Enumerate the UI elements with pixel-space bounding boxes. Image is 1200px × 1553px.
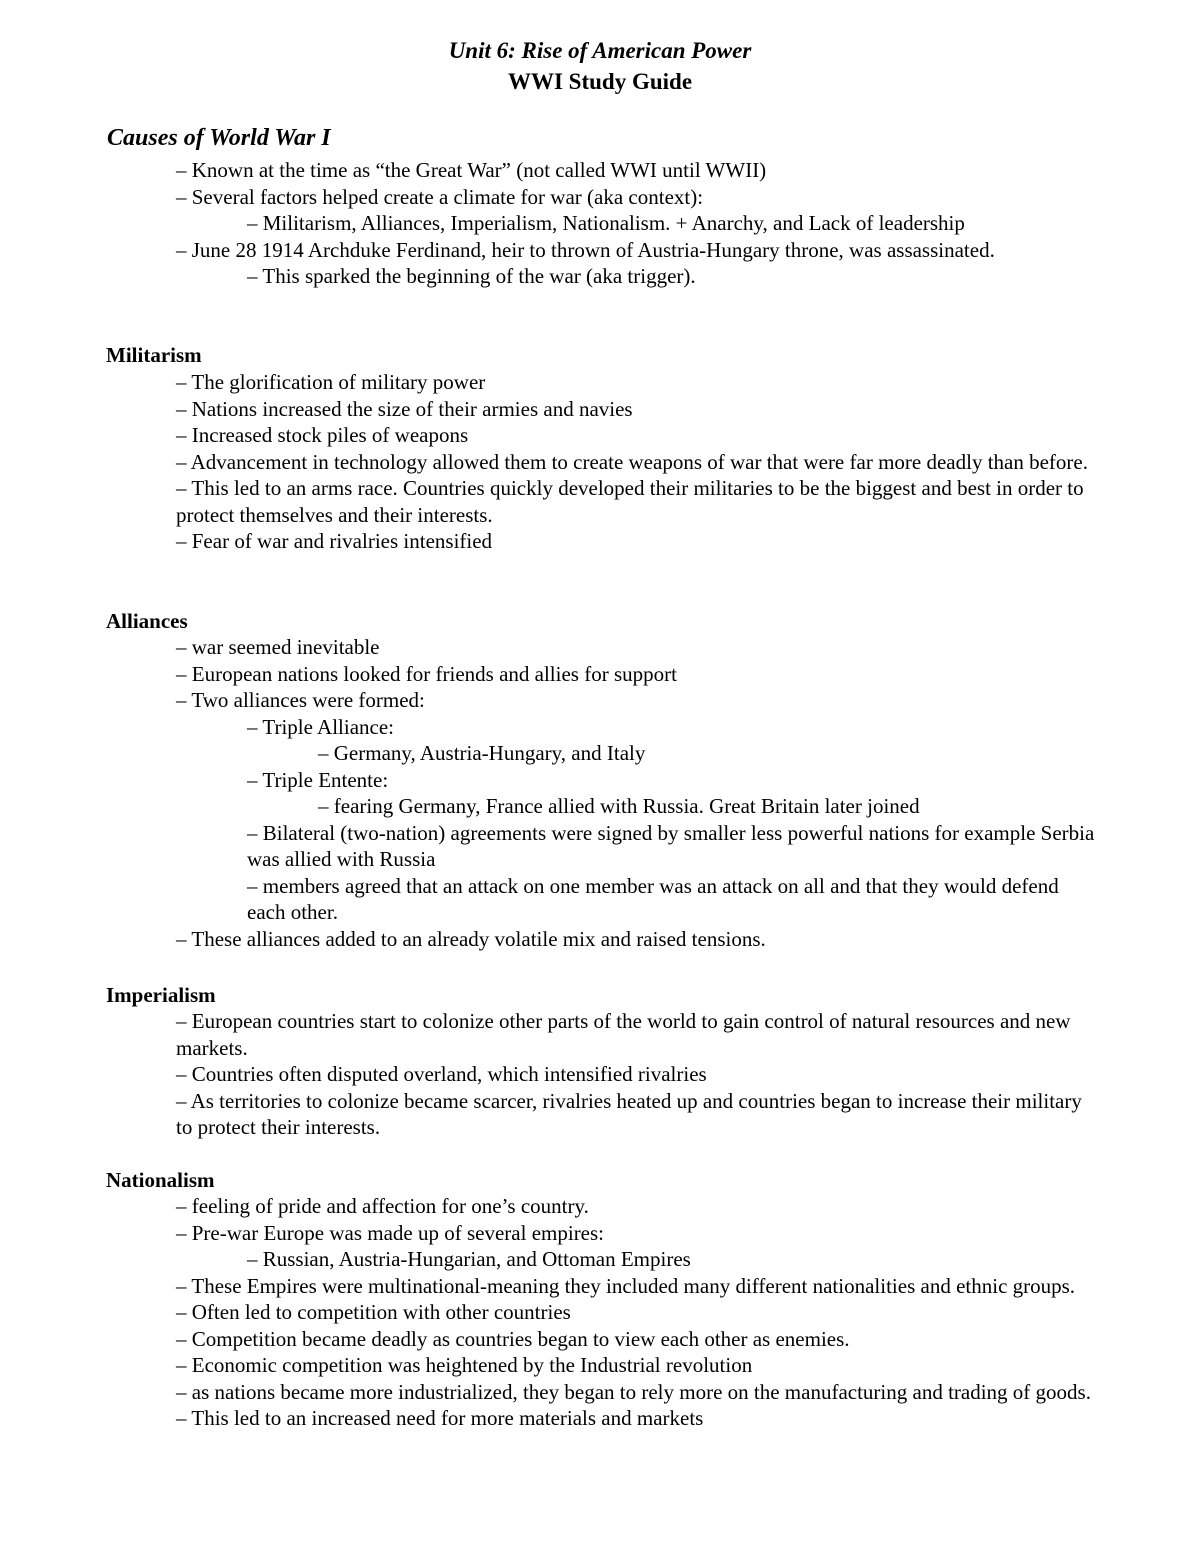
list-item: – As territories to colonize became scarcer, rivalries heated up and countries began to increase their military to protect their interests. bbox=[176, 1088, 1082, 1139]
list-item: – European nations looked for friends and allies for support bbox=[176, 661, 677, 686]
list-item: – Two alliances were formed: bbox=[176, 688, 425, 712]
section-heading-alliances: Alliances bbox=[106, 609, 188, 633]
list-item: – Bilateral (two-nation) agreements were signed by smaller less powerful nations for example Serbia was allied with Russia bbox=[247, 820, 1095, 871]
list-item: – Russian, Austria-Hungarian, and Ottoman Empires bbox=[247, 1247, 691, 1271]
list-item: – members agreed that an attack on one member was an attack on all and that they would defend each other. bbox=[247, 873, 1059, 924]
section-heading-imperialism: Imperialism bbox=[106, 983, 216, 1007]
section-militarism bbox=[0, 369, 1200, 555]
list-item: – This sparked the beginning of the war (aka trigger). bbox=[247, 264, 696, 288]
list-item: – Competition became deadly as countries began to view each other as enemies. bbox=[176, 1326, 850, 1351]
list-item: – Militarism, Alliances, Imperialism, Nationalism. + Anarchy, and Lack of leadership bbox=[247, 211, 965, 235]
list-item: – Economic competition was heightened by the Industrial revolution bbox=[176, 1353, 753, 1377]
section-alliances bbox=[0, 634, 1200, 952]
list-item: – Often led to competition with other countries bbox=[176, 1300, 571, 1324]
list-item: – Pre-war Europe was made up of several empires: bbox=[176, 1220, 605, 1245]
section-heading-nationalism: Nationalism bbox=[106, 1168, 215, 1192]
list-item: – This led to an arms race. Countries quickly developed their militaries to be the biggest and best in order to protect themselves and their interests. bbox=[176, 476, 1084, 527]
list-item: – Countries often disputed overland, which intensified rivalries bbox=[176, 1062, 707, 1086]
list-item: – Fear of war and rivalries intensified bbox=[176, 529, 493, 553]
list-item: – Germany, Austria-Hungary, and Italy bbox=[318, 741, 646, 765]
list-item: – Triple Entente: bbox=[247, 767, 389, 792]
list-item: – Triple Alliance: bbox=[247, 714, 394, 739]
list-item: – These alliances added to an already volatile mix and raised tensions. bbox=[176, 926, 766, 951]
document-title: Unit 6: Rise of American Power bbox=[448, 38, 752, 63]
list-item: – Several factors helped create a climate for war (aka context): bbox=[176, 184, 704, 209]
section-nationalism bbox=[0, 1193, 1200, 1432]
document-subtitle: WWI Study Guide bbox=[507, 69, 693, 94]
list-item: – Advancement in technology allowed them to create weapons of war that were far more deadly than before. bbox=[176, 449, 1088, 474]
section-imperialism bbox=[0, 1008, 1200, 1141]
section-heading-causes: Causes of World War I bbox=[107, 125, 331, 151]
list-item: – Nations increased the size of their armies and navies bbox=[176, 396, 633, 421]
list-item: – These Empires were multinational-meaning they included many different nationalities and ethnic groups. bbox=[176, 1273, 1076, 1298]
list-item: – This led to an increased need for more materials and markets bbox=[176, 1406, 704, 1430]
section-heading-militarism: Militarism bbox=[106, 343, 202, 367]
list-item: – feeling of pride and affection for one’s country. bbox=[176, 1194, 589, 1218]
list-item: – June 28 1914 Archduke Ferdinand, heir to thrown of Austria-Hungary throne, was assassinated. bbox=[176, 237, 995, 262]
list-item: – The glorification of military power bbox=[176, 370, 486, 394]
list-item: – European countries start to colonize other parts of the world to gain control of natural resources and new markets. bbox=[176, 1009, 1071, 1060]
list-item: – fearing Germany, France allied with Russia. Great Britain later joined bbox=[318, 794, 920, 818]
list-item: – Known at the time as “the Great War” (not called WWI until WWII) bbox=[176, 158, 767, 182]
section-causes bbox=[0, 157, 1200, 290]
list-item: – Increased stock piles of weapons bbox=[176, 423, 469, 447]
list-item: – as nations became more industrialized, they began to rely more on the manufacturing and trading of goods. bbox=[176, 1379, 1091, 1404]
list-item: – war seemed inevitable bbox=[176, 635, 380, 659]
